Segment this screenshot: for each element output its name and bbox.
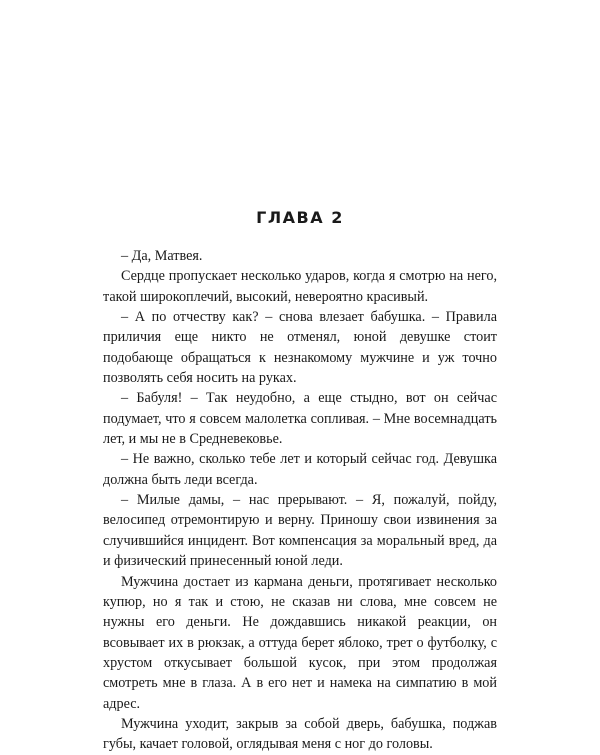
paragraph: – Да, Матвея.: [121, 248, 203, 264]
paragraph: – Милые дамы, – нас прерывают. – Я, пожалуй, пойду, велосипед отремонтирую и верну. Приношу свои извинения за случившийся инцидент. Вот компенсация за моральный вред, да и физический принесенный юной леди.: [103, 492, 497, 570]
paragraph: Мужчина достает из кармана деньги, протягивает несколько купюр, но я так и стою, не сказав ни слова, мне совсем не нужны его деньги. Не дождавшись никакой реакции, он всовывает их в рюкзак, а оттуда берет яблоко, трет о футболку, с хрустом откусывает большой кусок, при этом продолжая смотреть мне в глаза. А в его нет и намека на симпатию в мой адрес.: [103, 573, 497, 712]
paragraph: – А по отчеству как? – снова влезает бабушка. – Правила приличия еще никто не отменял, юной девушке стоит подобающе обращаться к незнакомому мужчине и уж точно позволять себя носить на руках.: [103, 309, 497, 387]
paragraph: Сердце пропускает несколько ударов, когда я смотрю на него, такой широкоплечий, высокий, невероятно красивый.: [103, 268, 497, 305]
chapter-title: ГЛАВА 2: [256, 208, 344, 227]
paragraph: Мужчина уходит, закрыв за собой дверь, бабушка, поджав губы, качает головой, оглядывая меня с ног до головы.: [103, 715, 497, 753]
body-text: [103, 246, 497, 755]
paragraph: – Не важно, сколько тебе лет и который сейчас год. Девушка должна быть леди всегда.: [103, 451, 497, 488]
paragraph: – Бабуля! – Так неудобно, а еще стыдно, вот он сейчас подумает, что я совсем малолетка сопливая. – Мне восемнадцать лет, и мы не в Средневековье.: [103, 390, 497, 448]
